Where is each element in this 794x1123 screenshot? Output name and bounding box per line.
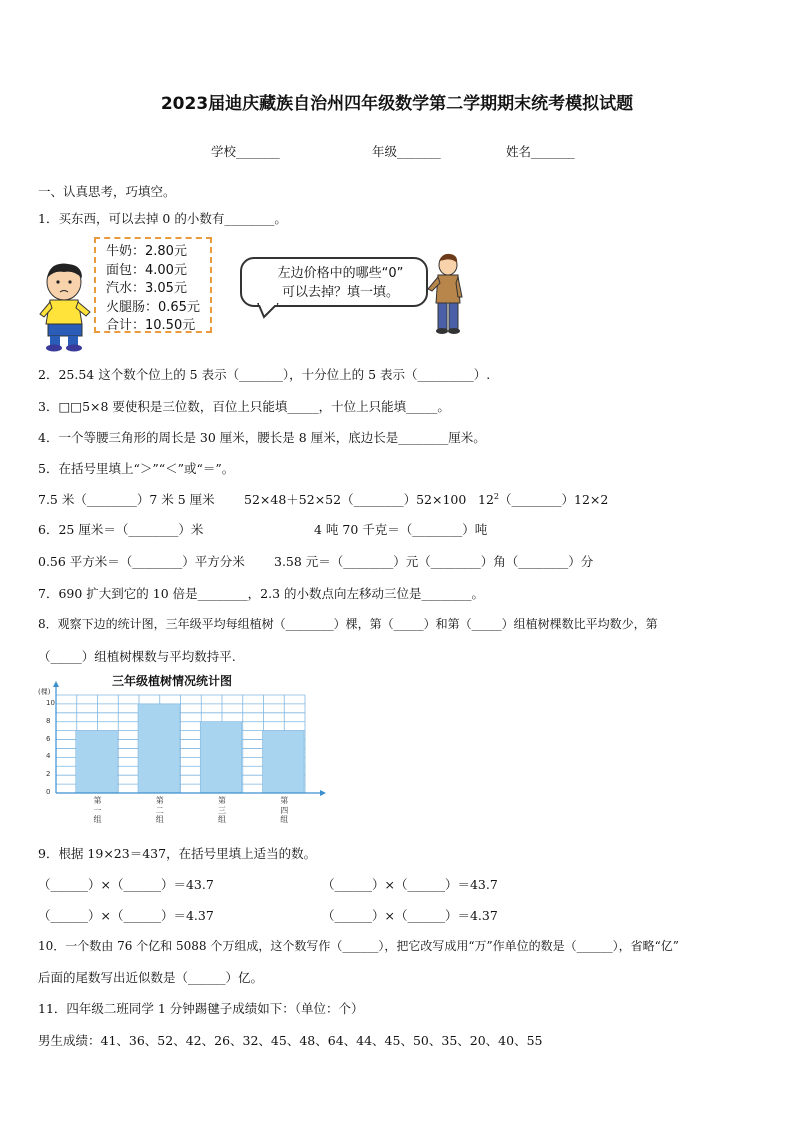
question-2: 2．25.54 这个数个位上的 5 表示（_______），十分位上的 5 表示（_________）. bbox=[38, 367, 491, 382]
question-9a: （______）×（______）＝43.7 bbox=[38, 877, 214, 892]
x-axis-arrow bbox=[320, 790, 326, 796]
x-category-label: 第 三 组 bbox=[218, 796, 226, 824]
question-5: 5．在括号里填上“＞”“＜”或“＝”。 bbox=[38, 461, 235, 476]
question-10-line1: 10．一个数由 76 个亿和 5088 个万组成，这个数写作（______），把它改写成用“万”作单位的数是（______），省略“亿” bbox=[38, 939, 679, 953]
question-9c: （______）×（______）＝4.37 bbox=[38, 908, 214, 923]
y-tick-label: 10 bbox=[46, 698, 55, 707]
chart-bar bbox=[138, 704, 180, 793]
question-7: 7．690 扩大到它的 10 倍是________，2.3 的小数点向左移动三位是________。 bbox=[38, 586, 484, 601]
question-8-line2: （_____）组植树棵数与平均数持平. bbox=[38, 649, 236, 664]
question-6b: 4 吨 70 千克＝（________）吨 bbox=[314, 522, 488, 537]
price-item: 牛奶：2.80元 bbox=[106, 244, 187, 259]
name-field: 姓名_______ bbox=[506, 144, 575, 159]
y-tick-label: 6 bbox=[46, 734, 51, 743]
x-category-label: 第 四 组 bbox=[280, 796, 289, 824]
boy-illustration bbox=[38, 262, 96, 352]
page-title: 2023届迪庆藏族自治州四年级数学第二学期期末统考模拟试题 bbox=[160, 94, 634, 114]
bubble-line: 左边价格中的哪些“0” bbox=[277, 266, 404, 281]
bubble-tail bbox=[256, 303, 286, 319]
y-axis-arrow bbox=[53, 681, 59, 687]
q5c-rest: （________）12×2 bbox=[499, 492, 609, 507]
question-9b: （______）×（______）＝43.7 bbox=[322, 877, 498, 892]
question-5a: 7.5 米（________）7 米 5 厘米 bbox=[38, 492, 215, 507]
q5c-base: 12 bbox=[478, 492, 494, 507]
price-item: 面包：4.00元 bbox=[106, 262, 187, 278]
chart-bar bbox=[263, 731, 305, 793]
price-list bbox=[94, 237, 212, 333]
grade-field: 年级_______ bbox=[372, 144, 441, 159]
question-8-line1: 8．观察下边的统计图，三年级平均每组植树（________）棵，第（_____）和第（_____）组植树棵数比平均数少，第 bbox=[38, 617, 658, 631]
question-6a: 6．25 厘米＝（________）米 bbox=[38, 522, 204, 537]
question-6d: 3.58 元＝（________）元（________）角（________）分 bbox=[274, 554, 594, 569]
chart-bar bbox=[200, 722, 242, 793]
x-category-label: 第 一 组 bbox=[93, 796, 102, 824]
question-4: 4．一个等腰三角形的周长是 30 厘米，腰长是 8 厘米，底边长是________厘米。 bbox=[38, 430, 486, 445]
question-10-line2: 后面的尾数写出近似数是（______）亿。 bbox=[38, 970, 264, 985]
section-heading: 一、认真思考，巧填空。 bbox=[38, 184, 176, 199]
question-6c: 0.56 平方米＝（________）平方分米 bbox=[38, 554, 245, 569]
q5c-superscript: 2 bbox=[493, 491, 499, 501]
question-3: 3．□□5×8 要使积是三位数，百位上只能填_____，十位上只能填_____。 bbox=[38, 399, 450, 414]
x-category-label: 第 二 组 bbox=[155, 796, 164, 824]
y-tick-label: 0 bbox=[46, 788, 51, 796]
price-item: 合计：10.50元 bbox=[106, 318, 196, 333]
bubble-line: 可以去掉？填一填。 bbox=[281, 285, 399, 300]
question-9: 9．根据 19×23＝437，在括号里填上适当的数。 bbox=[38, 846, 317, 861]
chart-bar bbox=[76, 731, 118, 793]
question-11-boys-scores: 男生成绩：41、36、52、42、26、32、45、48、64、44、45、50、35、20、40、55 bbox=[38, 1033, 543, 1048]
question-5c bbox=[478, 490, 608, 508]
y-tick-label: 8 bbox=[46, 716, 51, 725]
price-item: 汽水：3.05元 bbox=[106, 281, 187, 296]
y-axis-unit: (棵) bbox=[38, 688, 51, 696]
y-tick-label: 2 bbox=[46, 770, 51, 779]
y-tick-label: 4 bbox=[46, 752, 51, 761]
teacher-illustration bbox=[424, 253, 468, 335]
price-item: 火腿肠：0.65元 bbox=[106, 299, 200, 315]
chart-title: 三年级植树情况统计图 bbox=[112, 674, 233, 688]
question-11: 11．四年级二班同学 1 分钟踢毽子成绩如下：（单位：个） bbox=[38, 1001, 364, 1016]
question-9d: （______）×（______）＝4.37 bbox=[322, 908, 498, 923]
school-field: 学校_______ bbox=[211, 144, 280, 159]
speech-bubble bbox=[240, 257, 428, 307]
question-1: 1．买东西，可以去掉 0 的小数有________。 bbox=[38, 211, 287, 226]
question-5b: 52×48＋52×52（________）52×100 bbox=[244, 492, 467, 507]
